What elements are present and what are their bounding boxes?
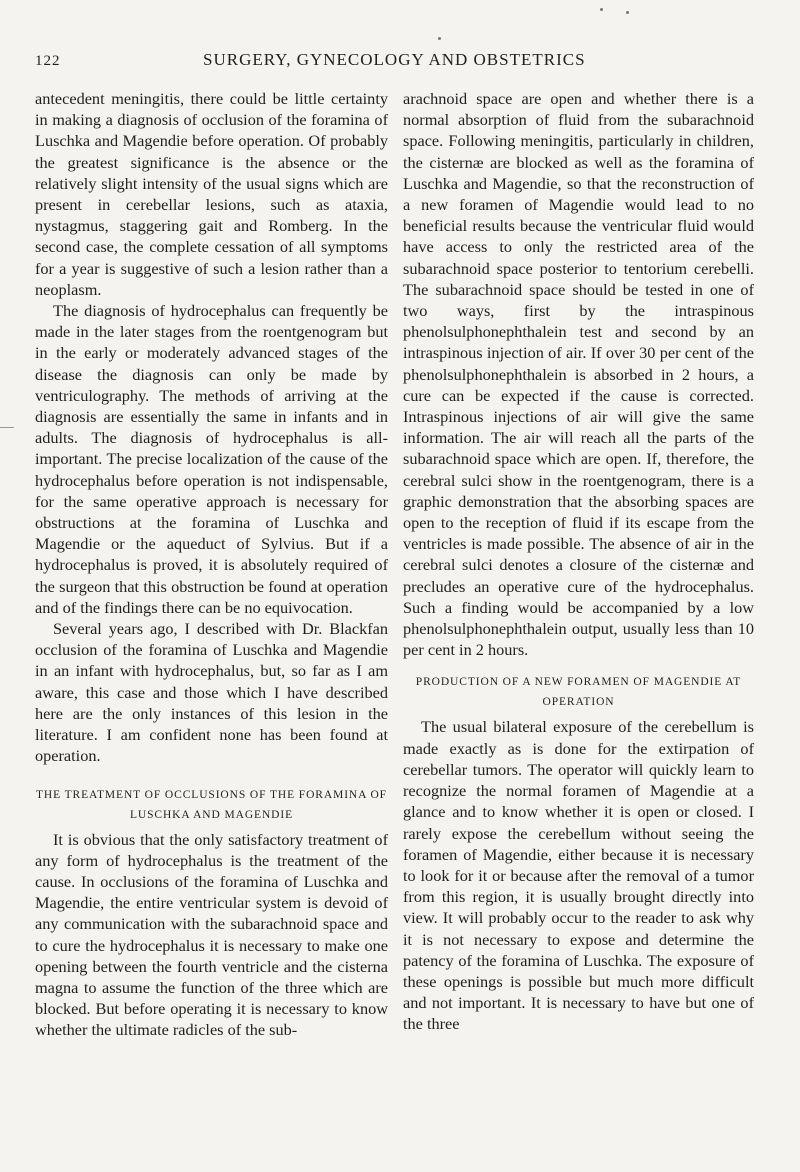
print-speck <box>626 11 629 14</box>
body-paragraph: It is obvious that the only satisfactory treatment of any form of hydrocephalus is the treatment of the cause. In occlusions of the foramina of Luschka and Magendie, the entire ventricular system is devoid of any communication with the subarachnoid space and to cure the hydrocephalus it is necessary to make one opening between the fourth ventricle and the cisterna magna to assume the function of the three which are blocked. But before operating it is necessary to know whether the ultimate radicles of the sub- <box>35 829 388 1040</box>
section-heading: PRODUCTION OF A NEW FORAMEN OF MAGENDIE AT OPERATION <box>415 676 742 709</box>
section-heading: THE TREATMENT OF OCCLUSIONS OF THE FORAMINA OF LUSCHKA AND MAGENDIE <box>36 788 387 821</box>
body-paragraph: antecedent meningitis, there could be little certainty in making a diagnosis of occlusion of the foramina of Luschka and Magendie before operation. Of probably the greatest significance is the absence or the relatively slight intensity of the usual signs which are present in cerebellar lesions, such as ataxia, nystagmus, staggering gait and Romberg. In the second case, the complete cessation of all symptoms for a year is suggestive of such a lesion rather than a neoplasm. <box>35 89 388 299</box>
body-paragraph: The diagnosis of hydrocephalus can frequently be made in the later stages from the roentgenogram but in the early or moderately advanced stages of the disease the diagnosis can only be made by ventriculography. The methods of arriving at the diagnosis are essentially the same in infants and in adults. The diagnosis of hydrocephalus is all-important. The precise localization of the cause of the hydrocephalus before operation is not indispensable, for the same operative approach is necessary for obstructions at the foramina of Luschka and Magendie or the aqueduct of Sylvius. But if a hydrocephalus is proved, it is absolutely required of the surgeon that this obstruction be found at operation and of the findings there can be no equivocation. <box>35 301 388 617</box>
print-speck <box>600 8 603 11</box>
margin-mark <box>0 427 14 428</box>
right-column <box>403 88 754 1035</box>
journal-title: SURGERY, GYNECOLOGY AND OBSTETRICS <box>203 50 586 69</box>
body-paragraph: arachnoid space are open and whether there is a normal absorption of fluid from the subarachnoid space. Following meningitis, particularly in children, the cisternæ are blocked as well as the foramina of Luschka and Magendie, so that the reconstruction of a new foramen of Magendie would lead to no beneficial results because the ventricular fluid would have access to only the restricted area of the subarachnoid space posterior to tentorium cerebelli. The subarachnoid space should be tested in one of two ways, first by the intraspinous phenolsulphonephthalein test and second by an intraspinous injection of air. If over 30 per cent of the phenolsulphonephthalein is absorbed in 2 hours, a cure can be expected if the cause is corrected. Intraspinous injections of air will give the same information. The air will reach all the parts of the subarachnoid space which are open. If, therefore, the cerebral sulci show in the roentgenogram, there is a graphic demonstration that the absorbing spaces are open to the reception of fluid if its escape from the ventricles is made possible. The absence of air in the cerebral sulci denotes a closure of the cisternæ and precludes an operative cure of the hydrocephalus. Such a finding would be accompanied by a low phenolsulphonephthalein output, usually less than 10 per cent in 2 hours. <box>403 89 754 660</box>
body-paragraph: Several years ago, I described with Dr. Blackfan occlusion of the foramina of Luschka and Magendie in an infant with hydrocephalus, but, so far as I am aware, this case and those which I have described here are the only instances of this lesion in the literature. I am confident none has been found at operation. <box>35 619 388 766</box>
left-column <box>35 88 388 1041</box>
print-speck <box>438 37 441 40</box>
body-paragraph: The usual bilateral exposure of the cerebellum is made exactly as is done for the extirpation of cerebellar tumors. The operator will quickly learn to recognize the normal foramen of Magendie at a glance and to know whether it is open or closed. I rarely expose the cerebellum without seeing the foramen of Magendie, either because it is necessary to look for it or because after the removal of a tumor from this region, it is usually brought directly into view. It will probably occur to the reader to ask why it is not necessary to expose and determine the patency of the foramina of Luschka. The exposure of these openings is possible but much more difficult and not important. It is necessary to have but one of the three <box>403 717 754 1034</box>
page-number: 122 <box>35 53 61 69</box>
running-header <box>35 50 765 76</box>
